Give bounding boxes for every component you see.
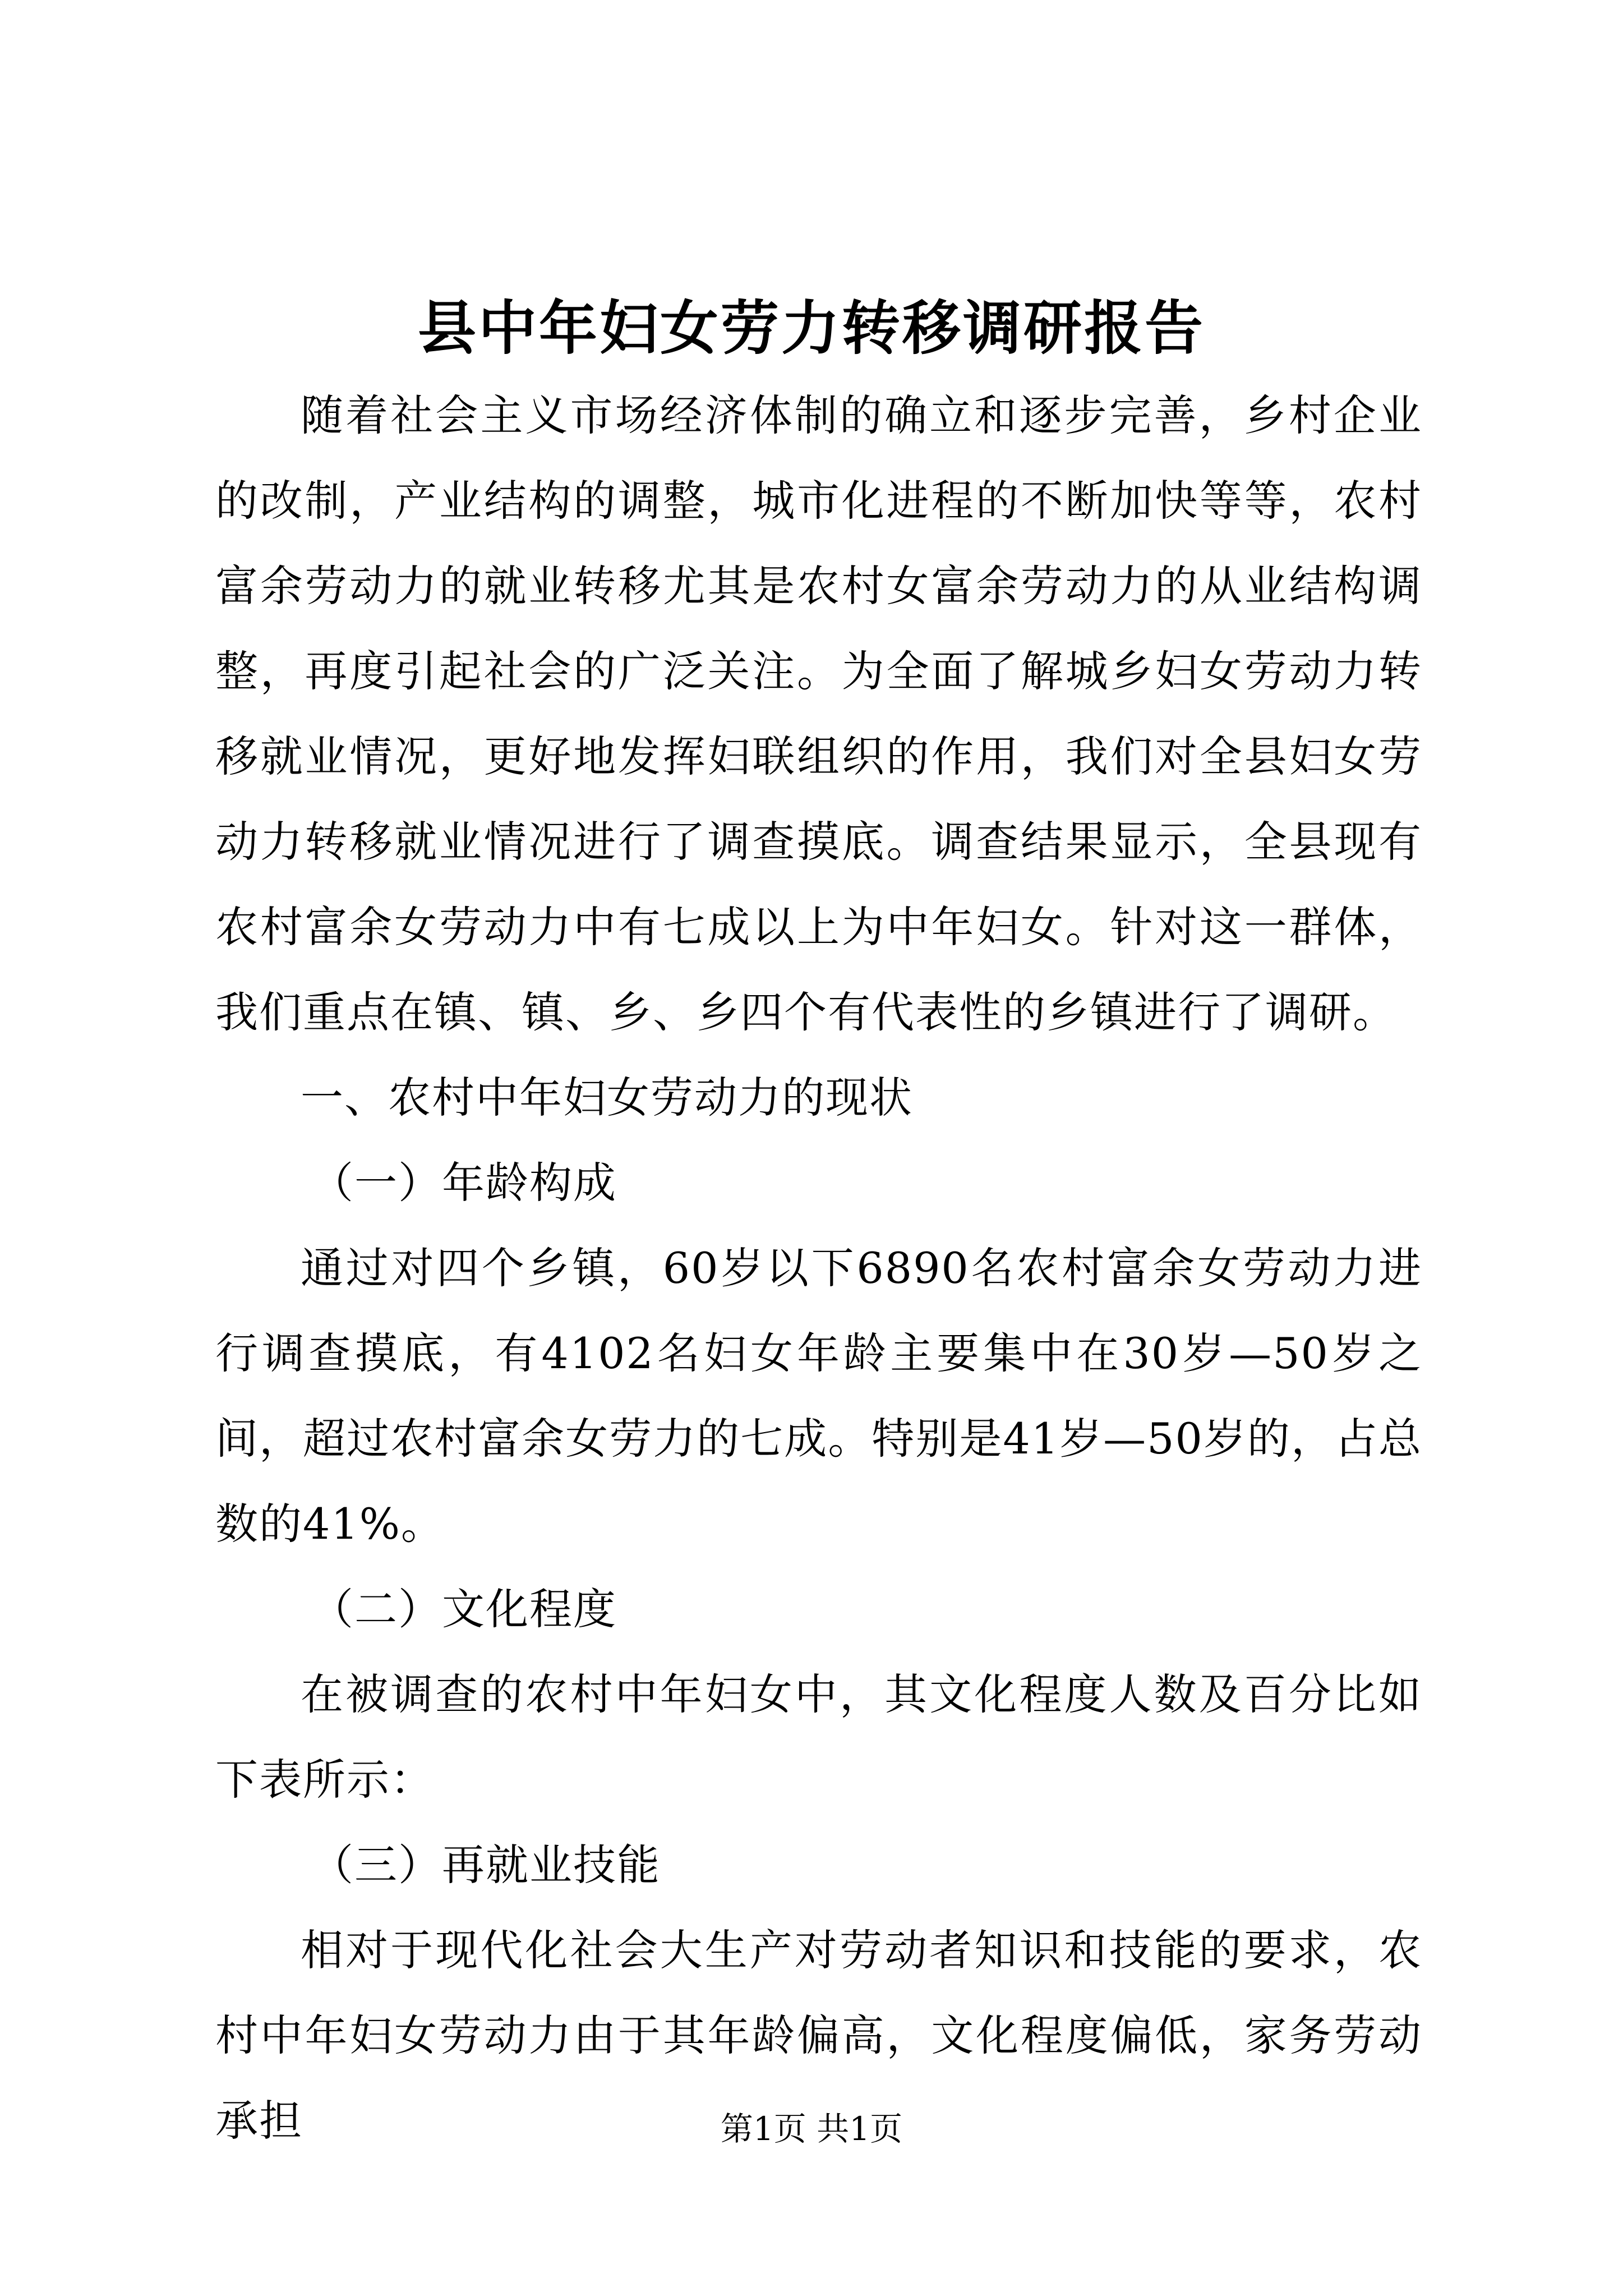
section-1-heading: 一、农村中年妇女劳动力的现状 — [301, 1073, 913, 1122]
document-title: 县中年妇女劳力转移调研报告 — [417, 293, 1205, 362]
subsection-2-heading: （二）文化程度 — [311, 1584, 617, 1634]
subsection-3-paragraph: 相对于现代化社会大生产对劳动者知识和技能的要求，农村中年妇女劳动力由于其年龄偏高，文化程度偏低，家务劳动承担 — [215, 1925, 1422, 2146]
page-footer: 第1页 共1页 — [720, 2110, 903, 2148]
subsection-1-paragraph: 通过对四个乡镇，60岁以下6890名农村富余女劳动力进行调查摸底，有4102名妇女年龄主要集中在30岁—50岁之间，超过农村富余女劳力的七成。特别是41岁—50岁的，占总数的41%。 — [215, 1243, 1422, 1549]
subsection-1-heading: （一）年龄构成 — [311, 1158, 617, 1208]
document-body — [215, 373, 1422, 2164]
subsection-3-heading: （三）再就业技能 — [311, 1840, 661, 1890]
intro-paragraph: 随着社会主义市场经济体制的确立和逐步完善，乡村企业的改制，产业结构的调整，城市化进程的不断加快等等，农村富余劳动力的就业转移尤其是农村女富余劳动力的从业结构调整，再度引起社会的广泛关注。为全面了解城乡妇女劳动力转移就业情况，更好地发挥妇联组织的作用，我们对全县妇女劳动力转移就业情况进行了调查摸底。调查结果显示，全县现有农村富余女劳动力中有七成以上为中年妇女。针对这一群体，我们重点在镇、镇、乡、乡四个有代表性的乡镇进行了调研。 — [215, 390, 1422, 1037]
subsection-2-paragraph: 在被调查的农村中年妇女中，其文化程度人数及百分比如下表所示： — [215, 1669, 1422, 1805]
